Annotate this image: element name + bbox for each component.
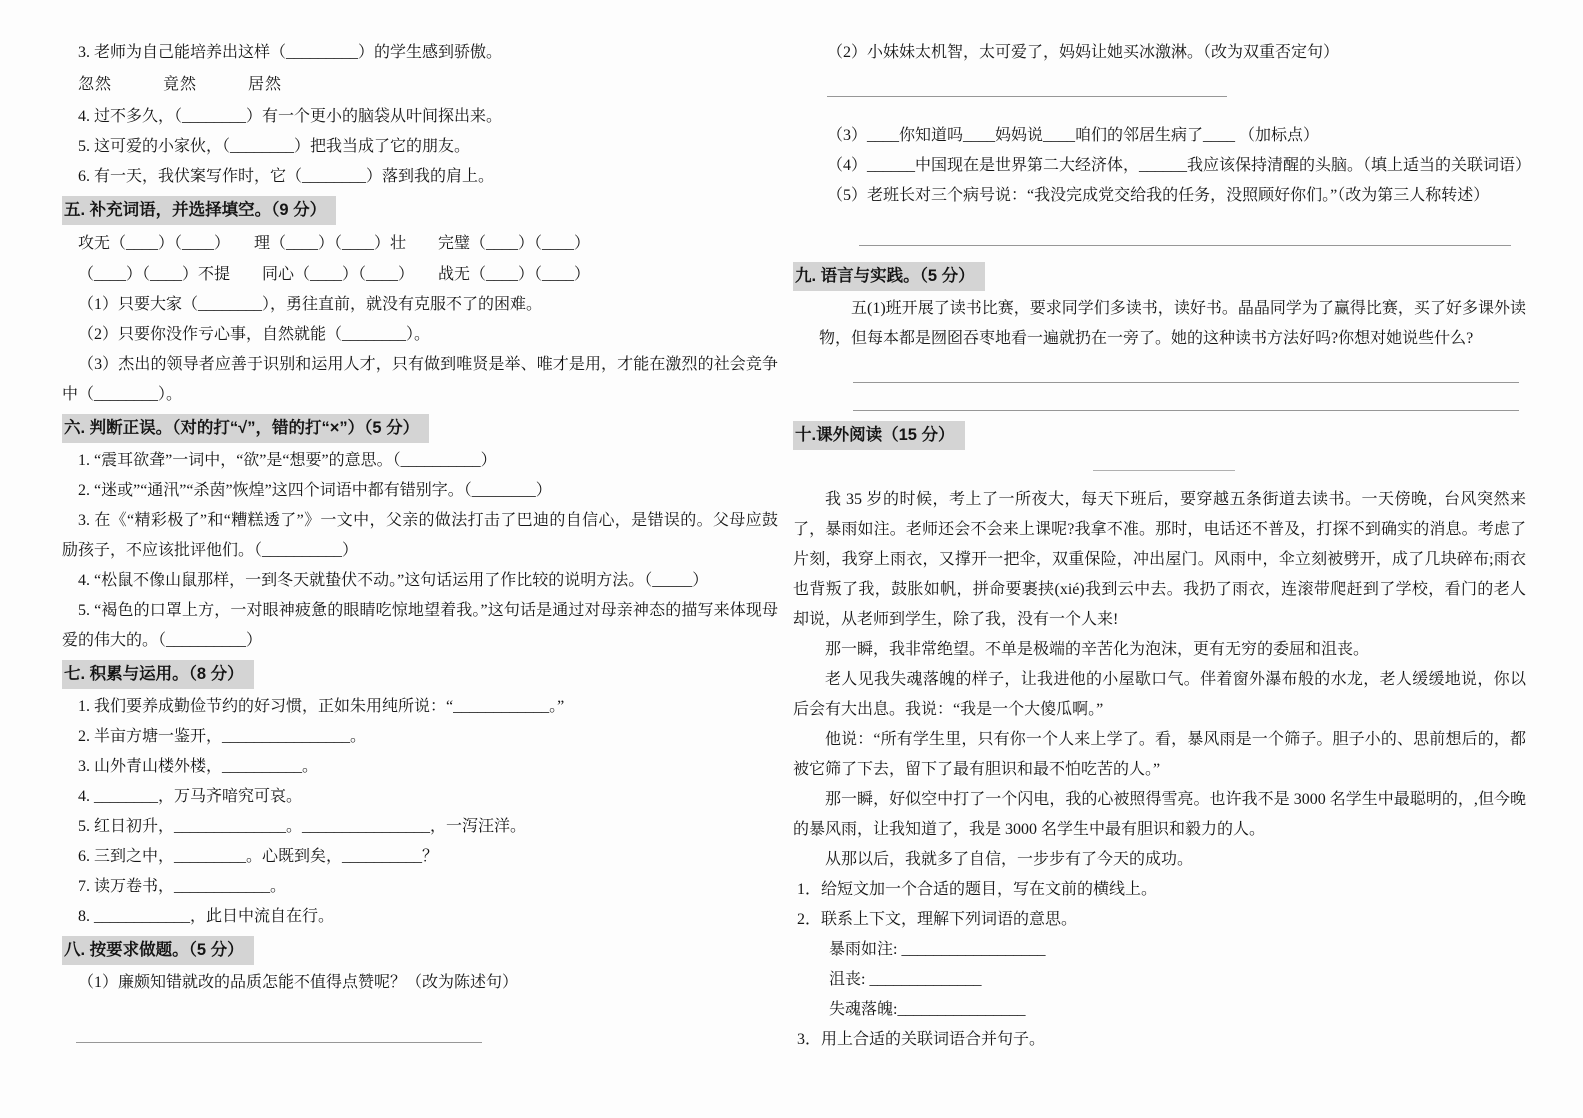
exercise-item: 3. 老师为自己能培养出这样（_________）的学生感到骄傲。	[78, 44, 503, 61]
rewrite-item: （3）____你知道吗____妈妈说____咱们的邻居生病了____ （加标点）	[827, 127, 1320, 144]
word-options-row: 忽然 竟然 居然	[78, 76, 283, 93]
section-10-heading-row	[793, 421, 1526, 450]
word-meaning-blank: 失魂落魄:________________	[829, 1001, 1026, 1018]
fill-in-item: 5. 红日初升，______________。________________，一泻汪洋。	[78, 818, 527, 835]
answer-line	[853, 410, 1519, 411]
true-false-item: 3. 在《“精彩极了”和“糟糕透了”》一文中，父亲的做法打击了巴迪的自信心，是错误的。父母应鼓励孩子，不应该批评他们。（__________）	[62, 512, 778, 559]
answer-line	[853, 382, 1519, 383]
question-item: 3．用上合适的关联词语合并句子。	[797, 1031, 1046, 1048]
section-6-heading-row	[62, 414, 778, 443]
fill-in-item: 2. 半亩方塘一鉴开，________________。	[78, 728, 367, 745]
exercise-item: 5. 这可爱的小家伙，（________）把我当成了它的朋友。	[78, 138, 471, 155]
fill-in-item: 6. 三到之中，_________。心既到矣，__________？	[78, 848, 439, 865]
answer-line	[76, 1042, 482, 1043]
true-false-item: 5. “褐色的口罩上方，一对眼神疲惫的眼睛吃惊地望着我。”这句话是通过对母亲神态的描写来体现母爱的伟大的。（__________）	[62, 602, 778, 649]
section-8-heading-row	[62, 936, 778, 965]
reading-paragraph: 从那以后，我就多了自信，一步步有了今天的成功。	[825, 851, 1194, 868]
rewrite-item: （1）廉颇知错就改的品质怎能不值得点赞呢？（改为陈述句）	[78, 974, 519, 991]
reading-paragraph: 那一瞬，好似空中打了一个闪电，我的心被照得雪亮。也许我不是 3000 名学生中最聪明的，,但今晚的暴风雨，让我知道了，我是 3000 名学生中最有胆识和毅力的人。	[793, 791, 1526, 838]
fill-in-item: 1. 我们要养成勤俭节约的好习惯，正如朱用纯所说：“____________。”	[78, 698, 565, 715]
exercise-item: （3）杰出的领导者应善于识别和运用人才，只有做到唯贤是举、唯才是用，才能在激烈的社会竞争中（________）。	[62, 356, 778, 403]
question-item: 1．给短文加一个合适的题目，写在文前的横线上。	[797, 881, 1158, 898]
true-false-item: 4. “松鼠不像山鼠那样，一到冬天就蛰伏不动。”这句话运用了作比较的说明方法。（_____）	[78, 572, 709, 589]
section-5-heading: 五. 补充词语，并选择填空。（9 分）	[62, 196, 336, 225]
exercise-item: （1）只要大家（________），勇往直前，就没有克服不了的困难。	[78, 296, 543, 313]
exercise-item: （2）只要你没作亏心事，自然就能（________）。	[78, 326, 431, 343]
answer-line	[827, 96, 1227, 97]
reading-paragraph: 他说：“所有学生里，只有你一个人来上学了。看，暴风雨是一个筛子。胆子小的、思前想后的，都被它筛了下去，留下了最有胆识和最不怕吃苦的人。”	[793, 731, 1526, 778]
passage-title-line	[1093, 470, 1235, 471]
fill-in-item: 3. 山外青山楼外楼，__________。	[78, 758, 319, 775]
section-9-heading: 九. 语言与实践。（5 分）	[793, 262, 985, 291]
reading-paragraph: 老人见我失魂落魄的样子，让我进他的小屋歇口气。伴着窗外瀑布般的水龙，老人缓缓地说，你以后会有大出息。我说：“我是一个大傻瓜啊。”	[793, 671, 1526, 718]
rewrite-item: （2）小妹妹太机智，太可爱了，妈妈让她买冰激淋。（改为双重否定句）	[827, 44, 1340, 61]
word-bank-row: 攻无（____）（____） 理（____）（____）壮 完璧（____）（____）	[78, 235, 591, 252]
fill-in-item: 7. 读万卷书，____________。	[78, 878, 287, 895]
answer-line	[859, 245, 1511, 246]
true-false-item: 2. “迷或”“通汛”“杀茵”恢煌”这四个词语中都有错别字。（________）	[78, 482, 552, 499]
exercise-item: 6. 有一天，我伏案写作时，它（________）落到我的肩上。	[78, 168, 495, 185]
left-page-column	[62, 38, 778, 1043]
section-7-heading: 七. 积累与运用。（8 分）	[62, 660, 254, 689]
exercise-item: 4. 过不多久，（________）有一个更小的脑袋从叶间探出来。	[78, 108, 503, 125]
rewrite-item: （4）______中国现在是世界第二大经济体，______我应该保持清醒的头脑。（填上适当的关联词语）	[827, 157, 1532, 174]
question-item: 2．联系上下文，理解下列词语的意思。	[797, 911, 1078, 928]
section-9-heading-row	[793, 262, 1526, 291]
reading-paragraph: 我 35 岁的时候，考上了一所夜大，每天下班后，要穿越五条街道去读书。一天傍晚，台风突然来了，暴雨如注。老师还会不会来上课呢?我拿不准。那时，电话还不普及，打探不到确实的消息。考虑了片刻，我穿上雨衣，又撑开一把伞，双重保险，冲出屋门。风雨中，伞立刻被劈开，成了几块碎布;雨衣也背叛了我，鼓胀如帆，拼命要裹挟(xié)我到云中去。我扔了雨衣，连滚带爬赶到了学校，看门的老人却说，从老师到学生，除了我，没有一个人来!	[793, 491, 1526, 628]
reading-paragraph: 那一瞬，我非常绝望。不单是极端的辛苦化为泡沫，更有无穷的委屈和沮丧。	[825, 641, 1370, 658]
true-false-item: 1. “震耳欲聋”一词中，“欲”是“想要”的意思。（__________）	[78, 452, 497, 469]
word-bank-row: （____）（____）不提 同心（____）（____） 战无（____）（____）	[78, 266, 591, 283]
fill-in-item: 4. ________，万马齐喑究可哀。	[78, 788, 303, 805]
reading-passage	[793, 485, 1526, 875]
section-7-heading-row	[62, 660, 778, 689]
word-meaning-blank: 暴雨如注: __________________	[829, 941, 1046, 958]
right-page-column	[793, 38, 1532, 1055]
fill-in-item: 8. ____________，此日中流自在行。	[78, 908, 335, 925]
scenario-paragraph: 五(1)班开展了读书比赛，要求同学们多读书，读好书。晶晶同学为了赢得比赛，买了好多课外读物，但每本都是囫囵吞枣地看一遍就扔在一旁了。她的这种读书方法好吗?你想对她说些什么?	[819, 300, 1526, 347]
rewrite-item: （5）老班长对三个病号说：“我没完成党交给我的任务，没照顾好你们。”（改为第三人称转述）	[827, 187, 1490, 204]
section-5-heading-row	[62, 196, 778, 225]
section-8-heading: 八. 按要求做题。（5 分）	[62, 936, 254, 965]
word-meaning-blank: 沮丧: ______________	[829, 971, 982, 988]
section-10-heading: 十.课外阅读（15 分）	[793, 421, 965, 450]
section-6-heading: 六. 判断正误。（对的打“√”，错的打“×”）（5 分）	[62, 414, 429, 443]
